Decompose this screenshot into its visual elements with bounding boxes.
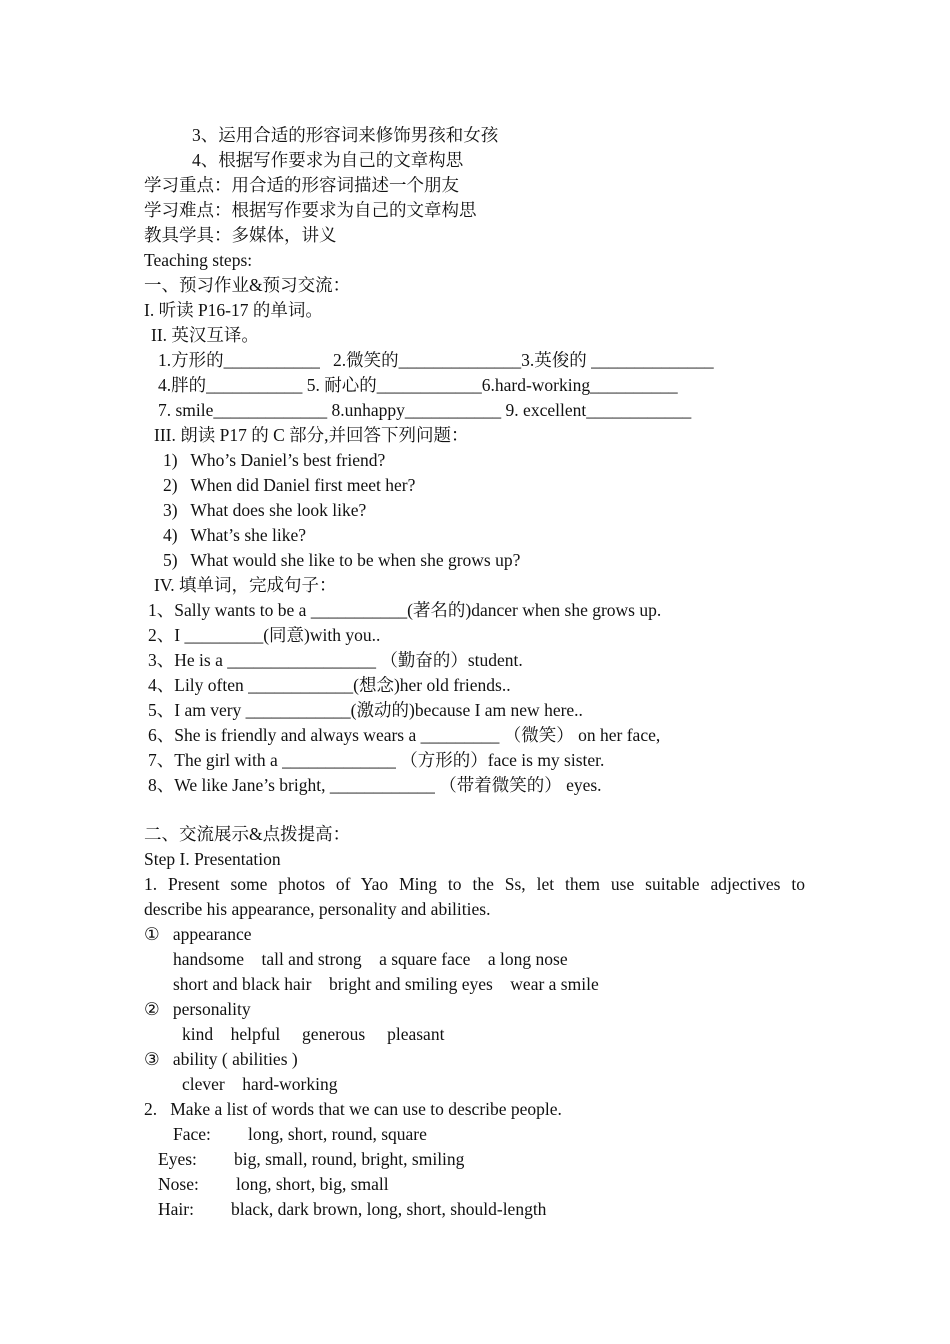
question-item: 2) When did Daniel first meet her? (163, 475, 416, 495)
fill-sentence: 1、Sally wants to be a ___________(著名的)dancer when she grows up. (148, 600, 662, 620)
part-iv-heading: IV. 填单词，完成句子： (154, 575, 337, 595)
appearance-words: short and black hair bright and smiling eyes wear a smile (173, 974, 599, 994)
word-list-label: Nose: (158, 1174, 199, 1194)
fill-sentence: 2、I _________(同意)with you.. (148, 625, 381, 645)
ability-label: ③ ability ( abilities ) (144, 1049, 298, 1069)
translation-row: 7. smile_____________ 8.unhappy___________ 9. excellent____________ (158, 400, 692, 420)
fill-sentence: 8、We like Jane’s bright, ____________ （带着微笑的） eyes. (148, 775, 602, 795)
objective-4: 4、根据写作要求为自己的文章构思 (192, 150, 464, 170)
part-ii-heading: II. 英汉互译。 (151, 325, 259, 345)
translation-row: 1.方形的___________ 2.微笑的______________3.英俊的 ______________ (158, 350, 714, 370)
question-item: 5) What would she like to be when she grows up? (163, 550, 521, 570)
word-list-words: black, dark brown, long, short, should-length (231, 1199, 547, 1219)
ability-words: clever hard-working (182, 1074, 338, 1094)
word-list-words: big, small, round, bright, smiling (234, 1149, 465, 1169)
personality-label: ② personality (144, 999, 251, 1019)
word-list-words: long, short, round, square (248, 1124, 427, 1144)
section2-title: 二、交流展示&点拨提高： (144, 824, 351, 844)
appearance-label: ① appearance (144, 924, 252, 944)
appearance-words: handsome tall and strong a square face a long nose (173, 949, 568, 969)
difficult-point: 学习难点：根据写作要求为自己的文章构思 (144, 200, 477, 220)
word-list-label: Hair: (158, 1199, 194, 1219)
step1-item1-continued: describe his appearance, personality and abilities. (144, 899, 491, 919)
part-iii-heading: III. 朗读 P17 的 C 部分,并回答下列问题： (154, 425, 469, 445)
personality-words: kind helpful generous pleasant (182, 1024, 445, 1044)
teaching-steps-heading: Teaching steps: (144, 250, 253, 270)
translation-row: 4.胖的___________ 5. 耐心的____________6.hard-working__________ (158, 375, 678, 395)
fill-sentence: 3、He is a _________________ （勤奋的）student. (148, 650, 523, 670)
fill-sentence: 7、The girl with a _____________ （方形的）face is my sister. (148, 750, 605, 770)
question-item: 1) Who’s Daniel’s best friend? (163, 450, 386, 470)
section1-title: 一、预习作业&预习交流： (144, 275, 351, 295)
fill-sentence: 4、Lily often ____________(想念)her old friends.. (148, 675, 511, 695)
word-list-words: long, short, big, small (236, 1174, 389, 1194)
fill-sentence: 6、She is friendly and always wears a _________ （微笑） on her face, (148, 725, 661, 745)
teaching-aids: 教具学具：多媒体，讲义 (144, 225, 337, 245)
part-i-heading: I. 听读 P16-17 的单词。 (144, 300, 323, 320)
step1-title: Step I. Presentation (144, 849, 281, 869)
question-item: 3) What does she look like? (163, 500, 367, 520)
key-point: 学习重点：用合适的形容词描述一个朋友 (144, 175, 459, 195)
word-list-label: Eyes: (158, 1149, 197, 1169)
objective-3: 3、运用合适的形容词来修饰男孩和女孩 (192, 125, 499, 145)
step1-item1: 1. Present some photos of Yao Ming to the Ss, let them use suitable adjectives to (144, 874, 805, 894)
step1-item2: 2. Make a list of words that we can use to describe people. (144, 1099, 562, 1119)
word-list-label: Face: (173, 1124, 211, 1144)
fill-sentence: 5、I am very ____________(激动的)because I am new here.. (148, 700, 583, 720)
question-item: 4) What’s she like? (163, 525, 307, 545)
